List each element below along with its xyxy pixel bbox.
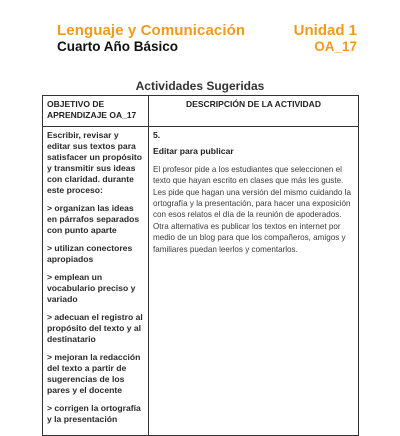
activities-table [42,95,359,436]
objective-item: > corrigen la ortografía y la presentación [47,403,141,424]
activity-title: Editar para publicar [153,146,234,157]
subject-title: Lenguaje y Comunicación [57,22,246,39]
table-header-row [43,96,359,127]
objective-item: > utilizan conectores apropiados [47,243,133,264]
objective-item: > organizan las ideas en párrafos separados con punto aparte [47,203,140,235]
objective-item: > adecuan el registro al propósito del texto y al destinatario [47,312,143,344]
unit-label: Unidad 1 [293,22,357,39]
header-row-bottom [57,39,357,54]
activity-cell [149,127,359,436]
activity-description: El profesor pide a los estudiantes que seleccionen el texto que hayan escrito en clases que más les guste. Les pide que hagan una versión del mismo cuidando la ortografía y la presentación, para hacer una exposición con esos relatos el día de la reunión de apoderados. Otra alternativa es publicar los textos en internet por medio de un blog para que los compañeros, amigos y familiares puedan leerlos y comentarlos. [153,164,351,254]
activity-number: 5. [153,130,161,140]
objective-item: > emplean un vocabulario preciso y variado [47,272,136,304]
activity-column-header: DESCRIPCIÓN DE LA ACTIVIDAD [149,96,359,127]
section-title: Actividades Sugeridas [135,79,265,93]
grade-label: Cuarto Año Básico [57,39,179,54]
oa-code: OA_17 [314,39,357,54]
table-row [43,127,359,436]
header-row-top [57,22,357,39]
document-header [57,22,357,54]
objective-item: > mejoran la redacción del texto a partir de sugerencias de los pares y el docente [47,352,141,395]
objective-lead: Escribir, revisar y editar sus textos para satisfacer un propósito y transmitir sus ideas con claridad. durante este proceso: [47,130,143,195]
objective-column-header: OBJETIVO DE APRENDIZAJE OA_17 [43,96,149,127]
objective-cell [43,127,149,436]
